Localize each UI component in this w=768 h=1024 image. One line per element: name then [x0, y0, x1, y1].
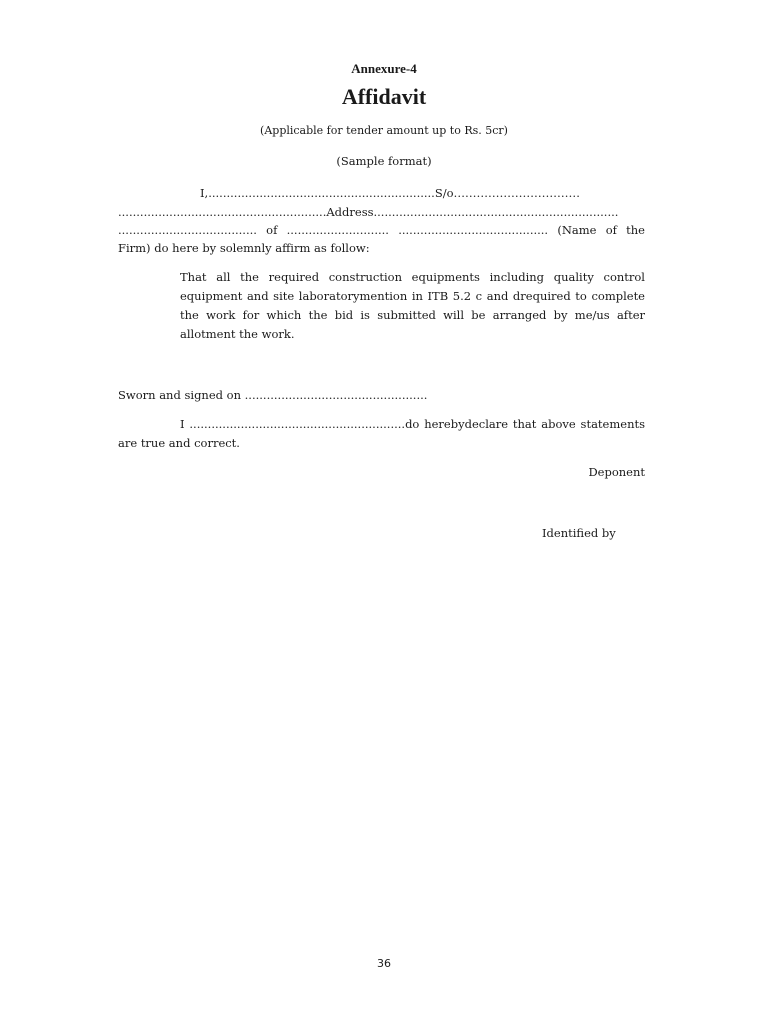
annexure-label: Annexure-4	[351, 61, 417, 76]
clause-line: That all the required construction equipments including quality control	[180, 270, 645, 284]
address-line: .........................................................Address...................................................................	[118, 205, 619, 219]
deponent-name-line: I,..............................................................S/o……………………………	[200, 186, 581, 200]
clause-paragraph	[180, 268, 645, 344]
affirm-line: Firm) do here by solemnly affirm as follow:	[118, 241, 370, 255]
applicable-note: (Applicable for tender amount up to Rs. 5cr)	[260, 124, 508, 137]
deponent-label: Deponent	[588, 465, 645, 479]
document-title: Affidavit	[341, 84, 427, 109]
sworn-line: Sworn and signed on ..................................................	[118, 388, 428, 402]
clause-line: allotment the work.	[180, 327, 295, 341]
declaration-line: I ...........................................................do herebydeclare that above statements	[180, 417, 645, 431]
sample-format-label: (Sample format)	[336, 154, 432, 168]
page-number: 36	[377, 957, 391, 970]
firm-line: ...................................... of ............................ ......................................... (Name of the	[118, 223, 645, 237]
identified-by-label: Identified by	[542, 526, 616, 540]
declaration-line-end: are true and correct.	[118, 436, 240, 450]
clause-line: the work for which the bid is submitted will be arranged by me/us after	[180, 308, 645, 322]
clause-line: equipment and site laboratorymention in ITB 5.2 c and drequired to complete	[180, 289, 645, 303]
